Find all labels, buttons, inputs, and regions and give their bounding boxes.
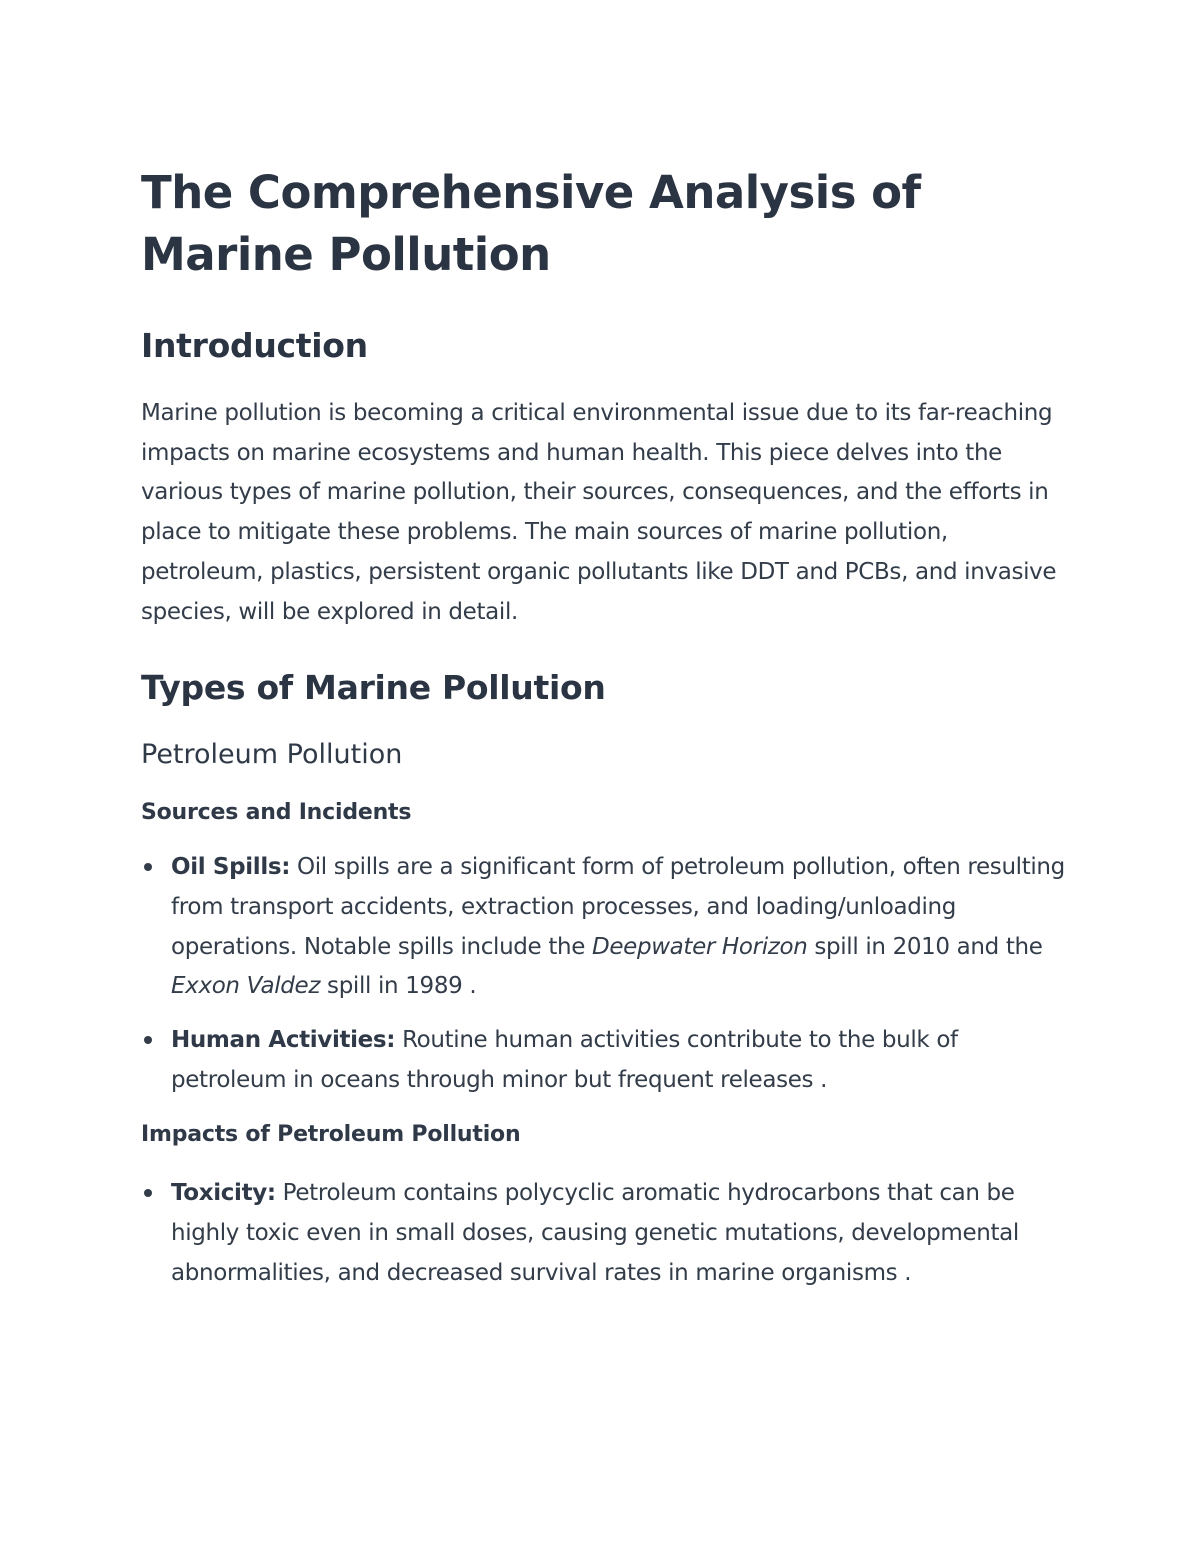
oil-spills-text-3: spill in 1989 .: [320, 973, 477, 1000]
list-item-oil-spills: [141, 848, 1066, 1007]
sources-list: [141, 848, 1066, 1100]
human-activities-label: Human Activities:: [171, 1027, 396, 1054]
document-page: [141, 160, 1066, 1308]
subheading-sources-incidents: Sources and Incidents: [141, 800, 412, 826]
toxicity-text: Petroleum contains polycyclic aromatic hydrocarbons that can be highly toxic even in small doses, causing genetic mutations, developmental abnormalities, and decreased survival rates in marine organisms .: [171, 1180, 1019, 1286]
toxicity-label: Toxicity:: [171, 1180, 276, 1207]
oil-spills-text-1: Oil spills are a significant form of petroleum pollution, often resulting from transport accidents, extraction processes, and loading/unloading operations. Notable spills include the: [171, 854, 1065, 960]
section-heading-types: Types of Marine Pollution: [141, 668, 606, 708]
oil-spills-text-2: spill in 2010 and the: [807, 933, 1043, 960]
deepwater-horizon-name: Deepwater Horizon: [591, 933, 808, 960]
introduction-paragraph: Marine pollution is becoming a critical environmental issue due to its far-reaching impacts on marine ecosystems and human health. This piece delves into the various types of marine pollution, their sources, consequences, and the efforts in place to mitigate these problems. The main sources of marine pollution, petroleum, plastics, persistent organic pollutants like DDT and PCBs, and invasive species, will be explored in detail.: [141, 400, 1057, 625]
section-heading-introduction: Introduction: [141, 326, 368, 365]
bullet-icon: [144, 1036, 152, 1044]
bullet-icon: [144, 1189, 152, 1197]
document-title: The Comprehensive Analysis of Marine Pollution: [141, 166, 921, 281]
exxon-valdez-name: Exxon Valdez: [171, 973, 321, 1000]
list-item-human-activities: [141, 1021, 1066, 1100]
human-activities-text: Routine human activities contribute to the bulk of petroleum in oceans through minor but frequent releases .: [171, 1027, 958, 1093]
subheading-impacts: Impacts of Petroleum Pollution: [141, 1122, 521, 1148]
subsection-heading-petroleum: Petroleum Pollution: [141, 739, 403, 771]
impacts-list: [141, 1174, 1066, 1293]
bullet-icon: [144, 863, 152, 871]
oil-spills-label: Oil Spills:: [171, 854, 291, 881]
list-item-toxicity: [141, 1174, 1066, 1293]
